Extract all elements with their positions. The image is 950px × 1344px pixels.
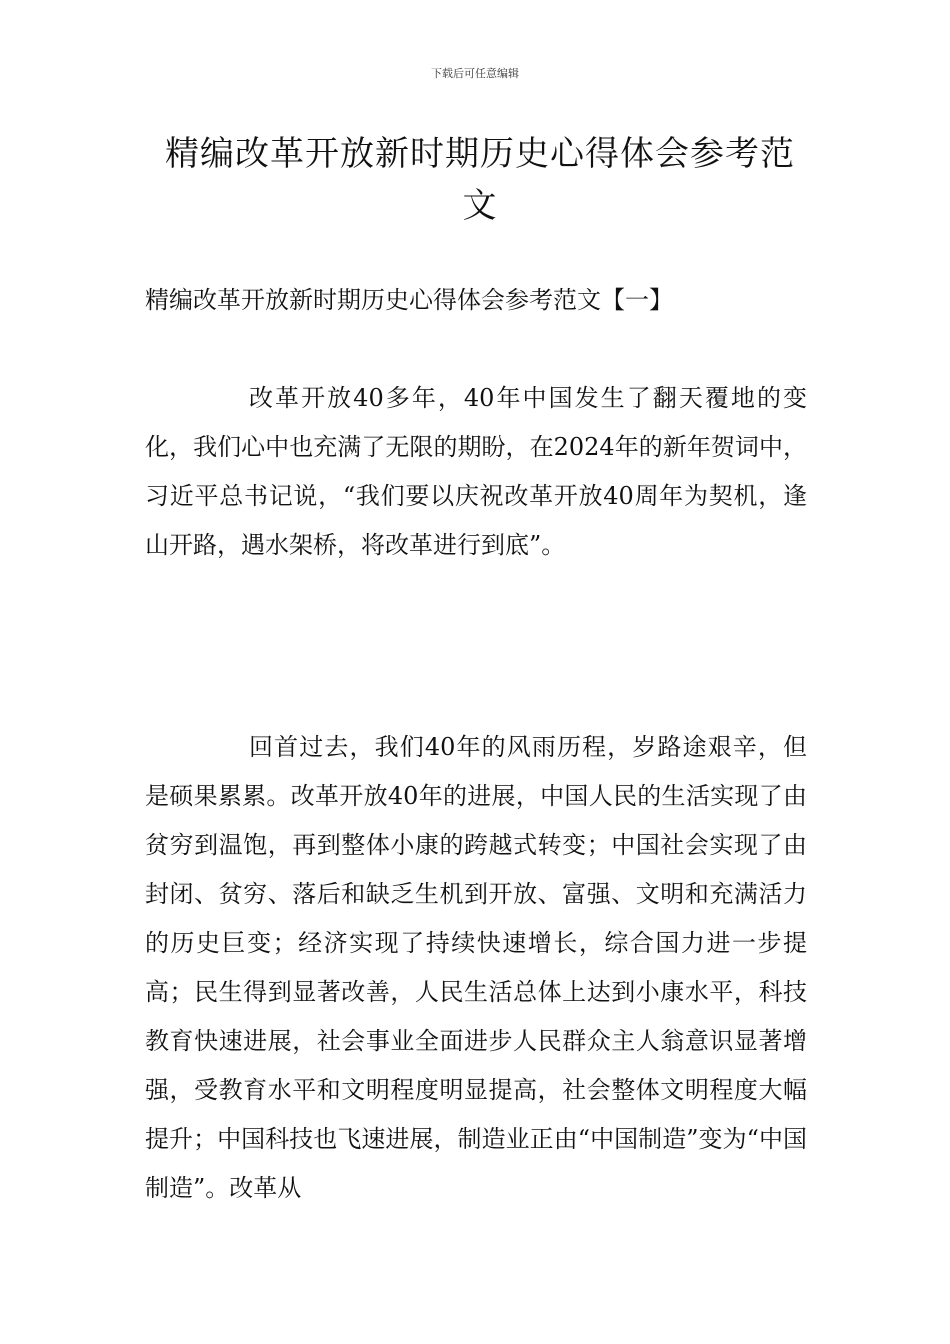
paragraph-1: 改革开放40多年，40年中国发生了翻天覆地的变化，我们心中也充满了无限的期盼，在2024年的新年贺词中，习近平总书记说，“我们要以庆祝改革开放40周年为契机，逢山开路，遇水架桥，将改革进行到底”。	[145, 384, 807, 559]
document-title: 精编改革开放新时期历史心得体会参考范文	[165, 134, 795, 226]
paragraph-2: 回首过去，我们40年的风雨历程，岁路途艰辛，但是硕果累累。改革开放40年的进展，中国人民的生活实现了由贫穷到温饱，再到整体小康的跨越式转变；中国社会实现了由封闭、贫穷、落后和缺乏生机到开放、富强、文明和充满活力的历史巨变；经济实现了持续快速增长，综合国力进一步提高；民生得到显著改善，人民生活总体上达到小康水平，科技教育快速进展，社会事业全面进步人民群众主人翁意识显著增强，受教育水平和文明程度明显提高，社会整体文明程度大幅提升；中国科技也飞速进展，制造业正由“中国制造”变为“中国制造”。改革从	[145, 733, 807, 1202]
section-heading: 精编改革开放新时期历史心得体会参考范文【一】	[145, 286, 673, 314]
header-note: 下载后可任意编辑	[431, 67, 519, 80]
